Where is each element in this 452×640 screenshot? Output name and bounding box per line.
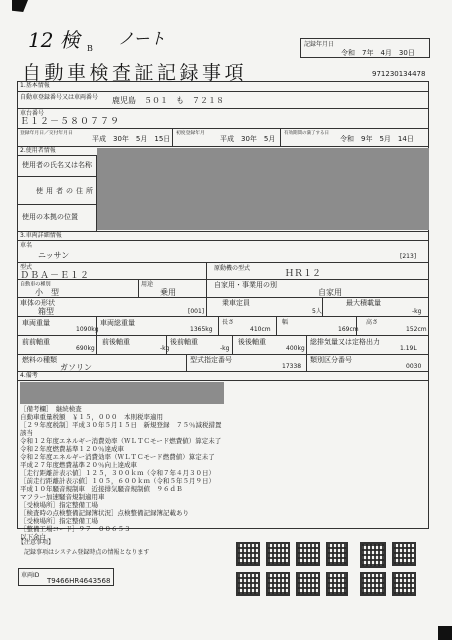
remarks-line: ［受検場所］指定整備工場 bbox=[20, 501, 98, 509]
max-load-value: -kg bbox=[412, 308, 422, 315]
front-rear-axle-label: 前後軸重 bbox=[102, 338, 130, 346]
remarks-line: ［受検場所］指定整備工場 bbox=[20, 517, 98, 525]
section-remarks-header: 4.備考 bbox=[20, 372, 38, 379]
remarks-line: 以下余白 bbox=[20, 533, 46, 541]
initial-reg-label: 初度登録年月 bbox=[176, 130, 205, 136]
car-name-value: ニッサン bbox=[38, 251, 70, 260]
rear-front-axle-value: -kg bbox=[220, 345, 230, 352]
model-value: ＤＢＡ－Ｅ１２ bbox=[20, 271, 91, 281]
user-name-label: 使用者の氏名又は名称 bbox=[22, 161, 92, 169]
qr-code-2 bbox=[266, 542, 290, 566]
chassis-value: Ｅ１２－５８０７７９ bbox=[20, 117, 121, 127]
record-date-value: 令和 7年 4月 30日 bbox=[341, 49, 415, 57]
fuel-type-label: 燃料の種類 bbox=[22, 356, 57, 364]
handwritten-note-small: B bbox=[87, 44, 93, 53]
remarks-line: 平成１０年騒音規制車 近接排気騒音規制値 ９６ｄＢ bbox=[20, 485, 183, 493]
qr-code-6 bbox=[392, 542, 416, 566]
corner-mark bbox=[12, 0, 28, 12]
first-reg-label: 登録年月日／交付年月日 bbox=[20, 130, 73, 136]
height-value: 152cm bbox=[406, 326, 427, 333]
rear-rear-axle-value: 400kg bbox=[286, 345, 305, 352]
use-value: 乗用 bbox=[160, 288, 176, 297]
engine-model-label: 原動機の型式 bbox=[214, 265, 251, 272]
remarks-block bbox=[20, 405, 222, 541]
vehicle-type-value: 小 型 bbox=[35, 288, 59, 297]
base-location-label: 使用の本拠の位置 bbox=[22, 213, 78, 221]
model-label: 型式 bbox=[20, 264, 33, 271]
document-number: 971230134478 bbox=[372, 70, 426, 78]
record-date-label: 記録年月日 bbox=[304, 41, 335, 48]
chassis-label: 車台番号 bbox=[20, 110, 45, 117]
record-date-box bbox=[300, 38, 430, 58]
car-name-code: [213] bbox=[400, 253, 417, 260]
vehicle-id-box bbox=[18, 568, 114, 586]
remarks-line: 令和２年度エネルギー消費効率（ＷＬＴＣモード燃費値）算定未了 bbox=[20, 453, 215, 461]
front-front-axle-value: 690kg bbox=[76, 345, 95, 352]
private-business-value: 自家用 bbox=[318, 288, 342, 297]
gross-weight-value: 1365kg bbox=[190, 326, 213, 333]
section-basic-header: 1.基本情報 bbox=[20, 82, 50, 89]
body-shape-code: [001] bbox=[188, 308, 205, 315]
fuel-type-value: ガソリン bbox=[60, 363, 92, 372]
remarks-line: ［整備工場コード］９７－００６５３ bbox=[20, 525, 131, 533]
length-label: 長さ bbox=[222, 319, 235, 326]
reg-number-label: 自動車登録番号又は車両番号 bbox=[20, 94, 99, 101]
private-business-label: 自家用・事業用の別 bbox=[214, 281, 277, 289]
class-number-value: 0030 bbox=[406, 363, 422, 370]
remarks-line: ［備考欄］ 継続検査 bbox=[20, 405, 82, 413]
handwritten-note-1: 12 検 bbox=[28, 28, 80, 52]
vehicle-id-value: T9466HR4643568 bbox=[47, 577, 111, 585]
max-load-label: 最大積載量 bbox=[346, 299, 381, 307]
remarks-line: ［走行距離計表示値］１２５，３００ｋｍ（令和７年４月３０日） bbox=[20, 469, 215, 477]
height-label: 高さ bbox=[366, 319, 379, 326]
use-label: 用途 bbox=[141, 281, 154, 288]
notice-title: 【注意事項】 bbox=[18, 539, 55, 546]
remarks-line: 該当 bbox=[20, 429, 33, 437]
width-value: 169cm bbox=[338, 326, 359, 333]
car-name-label: 車名 bbox=[20, 242, 33, 249]
body-shape-value: 箱型 bbox=[38, 307, 54, 316]
qr-code-7 bbox=[236, 572, 260, 596]
weight-label: 車両重量 bbox=[22, 319, 50, 327]
section-vehicle-header: 3.車両詳細情報 bbox=[20, 232, 62, 239]
qr-code-3 bbox=[296, 542, 320, 566]
capacity-label: 乗車定員 bbox=[222, 299, 250, 307]
first-reg-value: 平成 30年 5月 15日 bbox=[92, 135, 171, 143]
cert-number-value: 17338 bbox=[282, 363, 302, 370]
qr-code-1 bbox=[236, 542, 260, 566]
qr-code-10 bbox=[326, 572, 348, 596]
remarks-line: 令和１２年度エネルギー消費効率（ＷＬＴＣモード燃費値）算定未了 bbox=[20, 437, 222, 445]
remarks-line: 平成２７年度燃費基準２０％向上達成車 bbox=[20, 461, 137, 469]
cert-number-label: 型式指定番号 bbox=[190, 356, 232, 364]
user-address-label: 使用者の住所 bbox=[36, 187, 96, 195]
remarks-line: 令和２年度燃費基準１２０％達成車 bbox=[20, 445, 124, 453]
rear-rear-axle-label: 後後軸重 bbox=[238, 338, 266, 346]
body-shape-label: 車体の形状 bbox=[20, 299, 55, 307]
qr-code-8 bbox=[266, 572, 290, 596]
remarks-line: ［検査時の点検整備記録簿状況］点検整備記録簿記載あり bbox=[20, 509, 189, 517]
vehicle-type-label: 自動車の種別 bbox=[20, 281, 51, 288]
qr-code-5 bbox=[360, 542, 386, 568]
remarks-line: マフラー加速騒音規制適用車 bbox=[20, 493, 105, 501]
width-label: 幅 bbox=[282, 319, 289, 326]
notice-text: 記録事項はシステム登録時点の情報となります bbox=[24, 549, 150, 556]
qr-code-4 bbox=[326, 542, 348, 566]
class-number-label: 類別区分番号 bbox=[310, 356, 352, 364]
reg-number-value: 鹿児島 ５０１ も ７２１８ bbox=[112, 96, 224, 105]
redaction-remarks bbox=[20, 382, 224, 404]
length-value: 410cm bbox=[250, 326, 271, 333]
vehicle-id-label: 車両ID bbox=[21, 572, 40, 579]
corner-mark-bottom bbox=[438, 626, 452, 640]
expiry-label: 有効期間の満了する日 bbox=[284, 130, 330, 136]
qr-code-12 bbox=[392, 572, 416, 596]
expiry-value: 令和 9年 5月 14日 bbox=[340, 135, 414, 143]
displacement-label: 総排気量又は定格出力 bbox=[310, 338, 380, 346]
qr-code-11 bbox=[360, 572, 386, 596]
front-rear-axle-value: -kg bbox=[160, 345, 170, 352]
capacity-value: 5人 bbox=[312, 308, 322, 315]
remarks-line: 自動車重量税額 ￥１５，０００ 本則税率適用 bbox=[20, 413, 163, 421]
rear-front-axle-label: 後前軸重 bbox=[170, 338, 198, 346]
handwritten-note-2: ノート bbox=[118, 29, 166, 48]
displacement-value: 1.19L bbox=[400, 345, 417, 352]
remarks-line: ［前走行距離計表示値］１０５，６００ｋｍ（令和５年５月９日） bbox=[20, 477, 215, 485]
initial-reg-value: 平成 30年 5月 bbox=[220, 135, 276, 143]
section-user-header: 2.使用者情報 bbox=[20, 147, 56, 154]
engine-model-value: ＨＲ１２ bbox=[285, 269, 322, 279]
qr-code-9 bbox=[296, 572, 320, 596]
weight-value: 1090kg bbox=[76, 326, 99, 333]
redaction-user-info bbox=[97, 148, 429, 230]
front-front-axle-label: 前前軸重 bbox=[22, 338, 50, 346]
remarks-line: ［２９年度税制］平成３０年５月１５日 新規登録 ７５％減税措置 bbox=[20, 421, 222, 429]
page-title: 自動車検査証記録事項 bbox=[22, 62, 248, 84]
gross-weight-label: 車両総重量 bbox=[100, 319, 135, 327]
